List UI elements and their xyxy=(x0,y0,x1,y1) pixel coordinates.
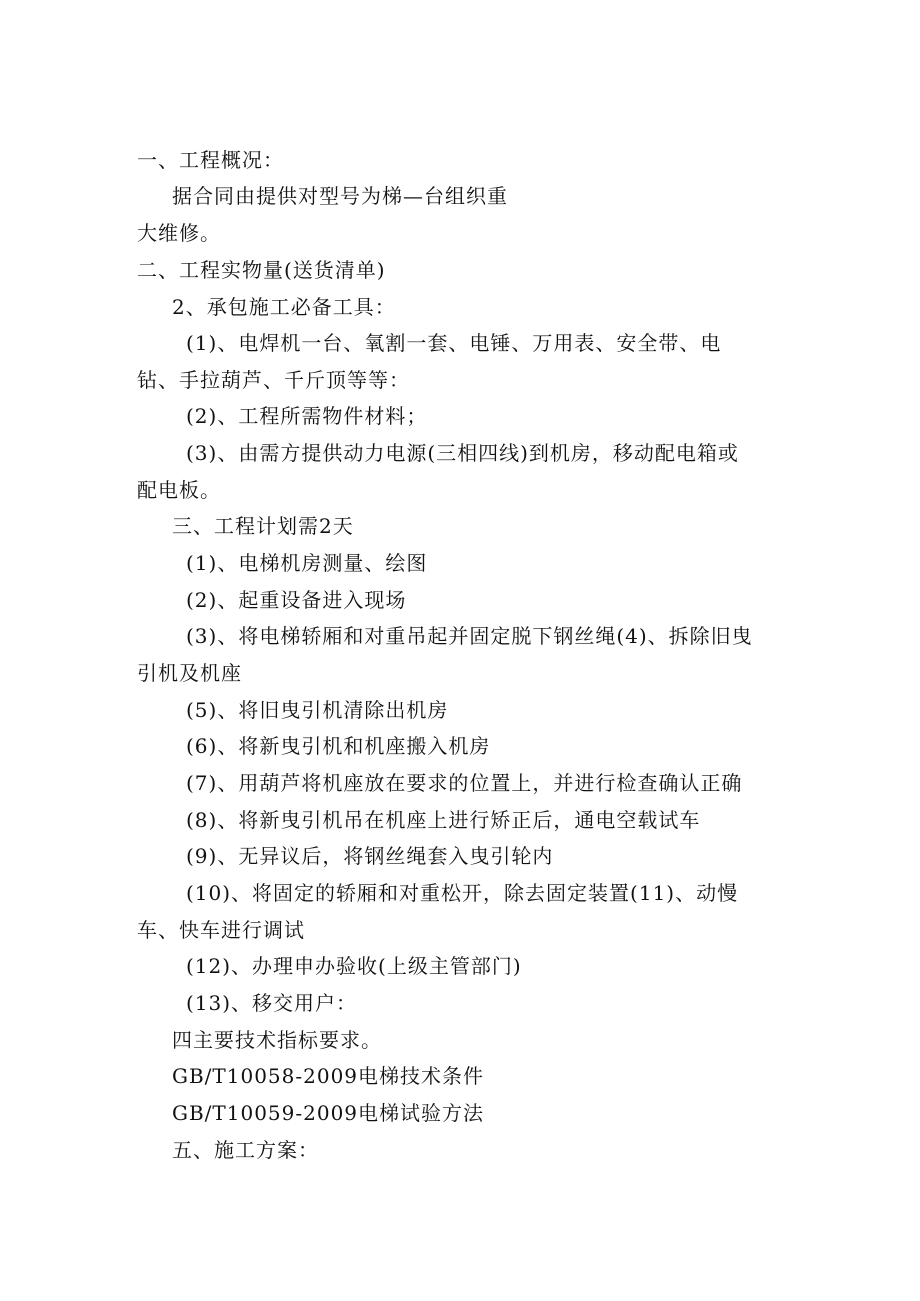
standard-reference: GB/T10058-2009电梯技术条件 xyxy=(172,1064,485,1088)
tools-subheading: 2、承包施工必备工具： xyxy=(172,295,396,319)
plan-list-item: (5)、将旧曳引机清除出机房 xyxy=(186,698,449,722)
plan-list-item-continuation: 引机及机座 xyxy=(137,661,242,685)
plan-list-item: (6)、将新曳引机和机座搬入机房 xyxy=(186,734,491,758)
plan-list-item: (2)、起重设备进入现场 xyxy=(186,588,407,612)
plan-list-item: (1)、电梯机房测量、绘图 xyxy=(186,551,428,575)
section-heading-technical-requirements: 四主要技术指标要求。 xyxy=(172,1028,382,1052)
tools-list-item: (2)、工程所需物件材料； xyxy=(186,404,428,428)
section-heading-quantities: 二、工程实物量(送货清单) xyxy=(137,258,386,282)
section-heading-overview: 一、工程概况： xyxy=(137,148,284,172)
plan-list-item: (12)、办理申办验收(上级主管部门) xyxy=(186,954,522,978)
section-heading-schedule: 三、工程计划需2天 xyxy=(172,514,354,538)
standard-reference: GB/T10059-2009电梯试验方法 xyxy=(172,1101,485,1125)
plan-list-item: (7)、用葫芦将机座放在要求的位置上，并进行检查确认正确 xyxy=(186,771,743,795)
plan-list-item: (9)、无异议后，将钢丝绳套入曳引轮内 xyxy=(186,844,554,868)
plan-list-item: (3)、将电梯轿厢和对重吊起并固定脱下钢丝绳(4)、拆除旧曳 xyxy=(186,624,753,648)
plan-list-item: (8)、将新曳引机吊在机座上进行矫正后，通电空载试车 xyxy=(186,808,701,832)
section-heading-construction-plan: 五、施工方案： xyxy=(172,1138,319,1162)
plan-list-item: (13)、移交用户： xyxy=(186,991,358,1015)
tools-list-item: (3)、由需方提供动力电源(三相四线)到机房，移动配电箱或 xyxy=(186,441,739,465)
overview-body-line: 据合同由提供对型号为梯—台组织重 xyxy=(172,184,508,208)
tools-list-item-continuation: 钻、手拉葫芦、千斤顶等等： xyxy=(137,368,410,392)
plan-list-item: (10)、将固定的轿厢和对重松开，除去固定装置(11)、动慢 xyxy=(186,881,739,905)
tools-list-item-continuation: 配电板。 xyxy=(137,478,221,502)
tools-list-item: (1)、电焊机一台、氧割一套、电锤、万用表、安全带、电 xyxy=(186,331,722,355)
plan-list-item-continuation: 车、快车进行调试 xyxy=(137,918,305,942)
overview-body-line: 大维修。 xyxy=(137,221,221,245)
